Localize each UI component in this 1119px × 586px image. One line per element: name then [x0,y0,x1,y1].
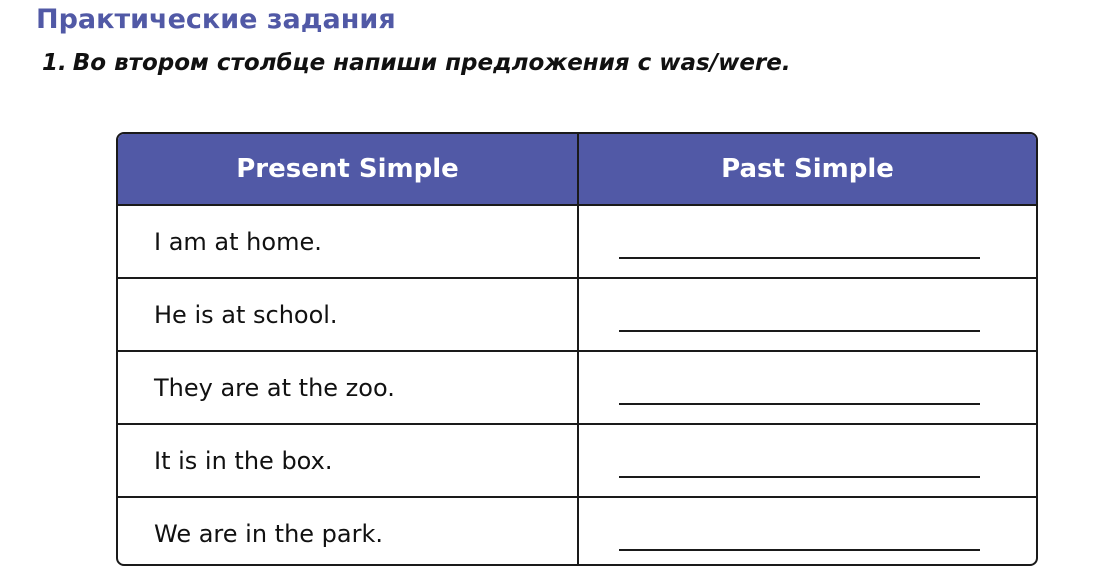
answer-cell[interactable] [579,279,1036,350]
present-sentence: We are in the park. [118,498,579,566]
answer-cell[interactable] [579,352,1036,423]
table-row [118,204,1036,277]
answer-line[interactable] [619,257,980,259]
answer-line[interactable] [619,403,980,405]
answer-line[interactable] [619,549,980,551]
present-sentence: It is in the box. [118,425,579,496]
answer-cell[interactable] [579,206,1036,277]
table-header-row [118,134,1036,204]
answer-cell[interactable] [579,425,1036,496]
answer-line[interactable] [619,476,980,478]
table-row [118,496,1036,566]
present-sentence: I am at home. [118,206,579,277]
task-instruction [42,50,791,76]
table-row [118,423,1036,496]
exercise-table [116,132,1038,566]
present-sentence: He is at school. [118,279,579,350]
task-text: Во втором столбце напиши предложения с was/were. [72,50,791,76]
table-row [118,277,1036,350]
section-title: Практические задания [36,4,396,35]
table-row [118,350,1036,423]
present-sentence: They are at the zoo. [118,352,579,423]
header-past-simple: Past Simple [721,154,894,184]
answer-cell[interactable] [579,498,1036,566]
header-present-simple: Present Simple [118,134,579,204]
task-number: 1. [42,50,67,76]
answer-line[interactable] [619,330,980,332]
